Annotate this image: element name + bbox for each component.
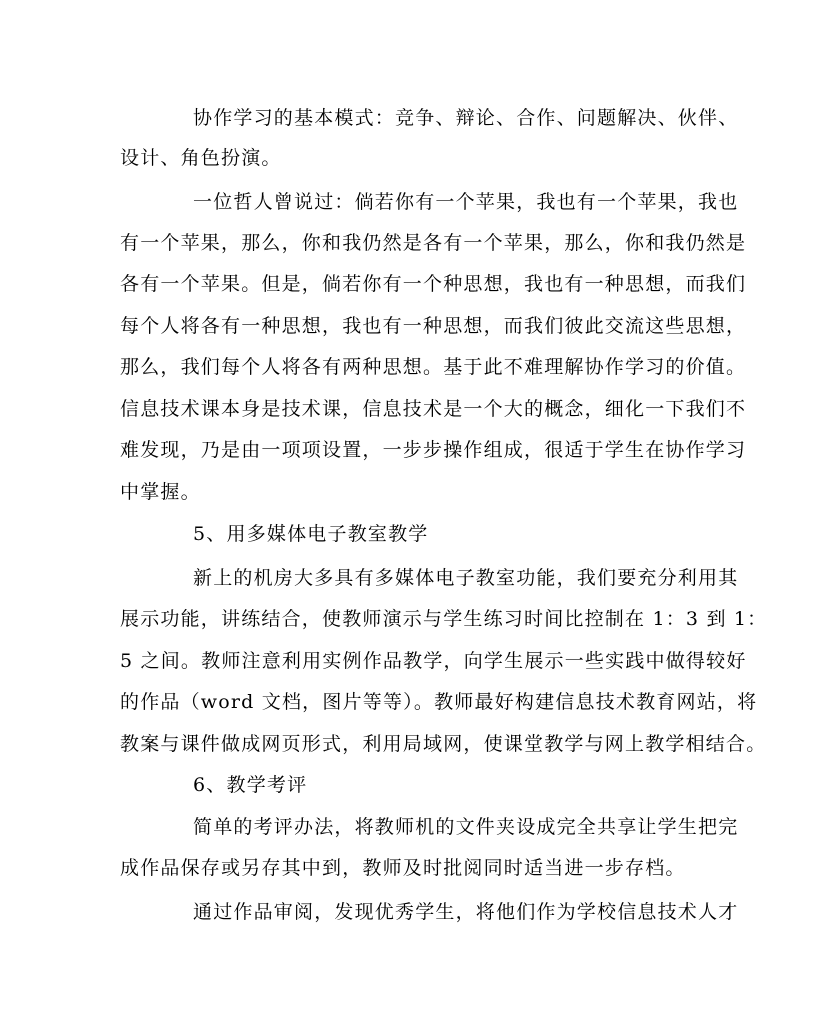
paragraph-line: 的作品（word 文档，图片等等）。教师最好构建信息技术教育网站，将: [120, 691, 758, 713]
paragraph-line: 各有一个苹果。但是，倘若你有一个种思想，我也有一种思想，而我们: [120, 273, 747, 295]
paragraph-line: 简单的考评办法，将教师机的文件夹设成完全共享让学生把完: [193, 816, 739, 838]
paragraph-line: 成作品保存或另存其中到，教师及时批阅同时适当进一步存档。: [120, 857, 686, 879]
paragraph-line: 每个人将各有一种思想，我也有一种思想，而我们彼此交流这些思想，: [120, 315, 747, 337]
paragraph-line: 5 之间。教师注意利用实例作品教学，向学生展示一些实践中做得较好: [120, 650, 747, 672]
paragraph-line: 展示功能，讲练结合，使教师演示与学生练习时间比控制在 1：3 到 1：: [120, 608, 768, 630]
paragraph-line: 新上的机房大多具有多媒体电子教室功能，我们要充分利用其: [193, 567, 739, 589]
paragraph-line: 信息技术课本身是技术课，信息技术是一个大的概念，细化一下我们不: [120, 398, 747, 420]
paragraph-line: 通过作品审阅，发现优秀学生，将他们作为学校信息技术人才: [193, 901, 739, 923]
section-heading: 6、教学考评: [193, 774, 308, 796]
paragraph-line: 教案与课件做成网页形式，利用局域网，使课堂教学与网上教学相结合。: [120, 733, 767, 755]
paragraph-line: 设计、角色扮演。: [120, 147, 282, 169]
paragraph-line: 那么，我们每个人将各有两种思想。基于此不难理解协作学习的价值。: [120, 356, 747, 378]
paragraph-line: 协作学习的基本模式：竞争、辩论、合作、问题解决、伙伴、: [193, 107, 739, 129]
paragraph-line: 难发现，乃是由一项项设置，一步步操作组成，很适于学生在协作学习: [120, 439, 747, 461]
paragraph-line: 一位哲人曾说过：倘若你有一个苹果，我也有一个苹果，我也: [193, 191, 739, 213]
section-heading: 5、用多媒体电子教室教学: [193, 523, 429, 545]
paragraph-line: 中掌握。: [120, 481, 201, 503]
paragraph-line: 有一个苹果，那么，你和我仍然是各有一个苹果，那么，你和我仍然是: [120, 232, 747, 254]
